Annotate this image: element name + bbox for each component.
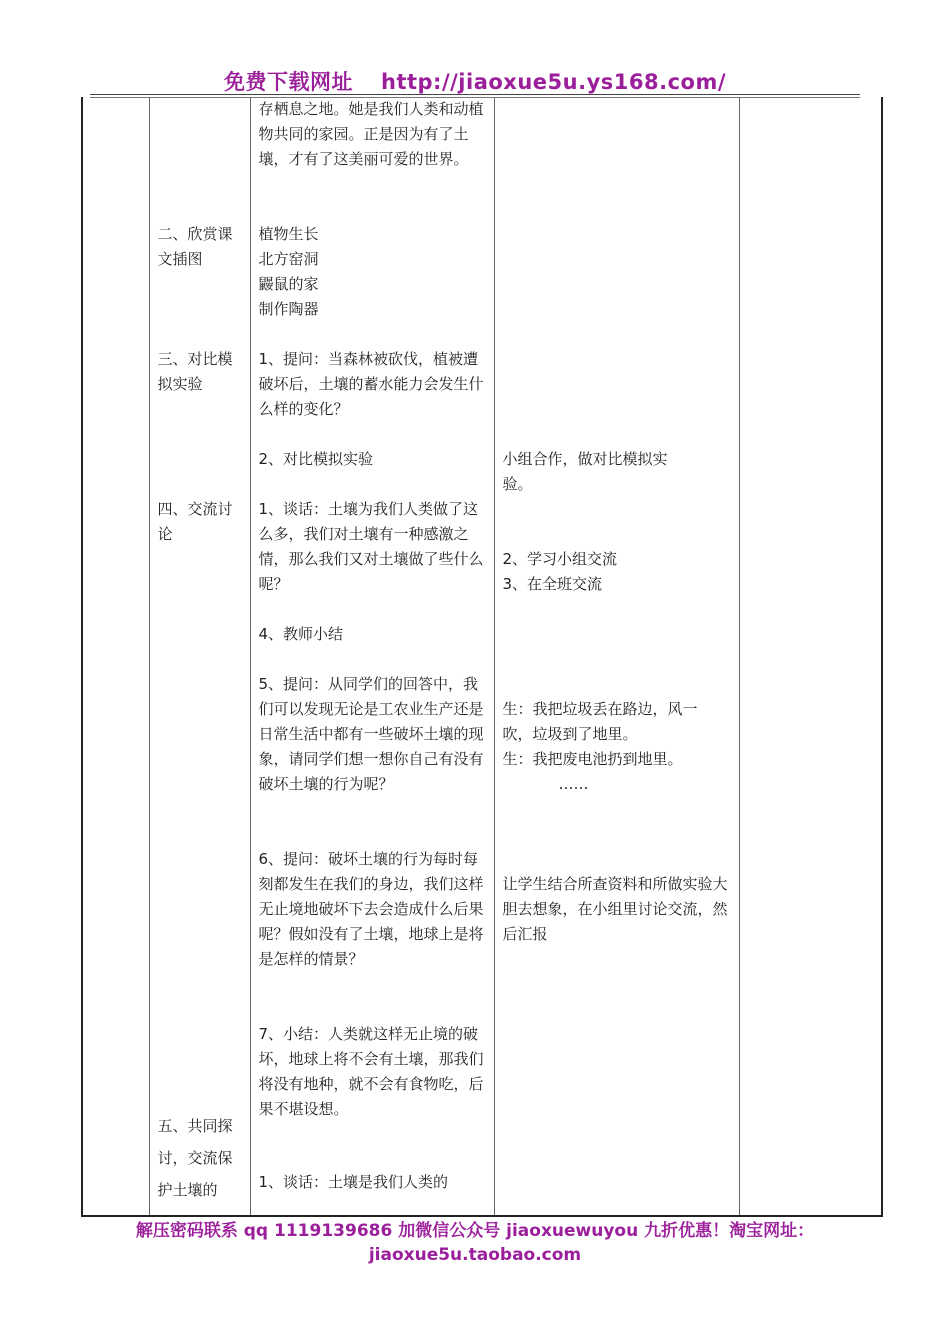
teacher-summary: 4、教师小结 [258,625,344,643]
header-rule [90,94,860,95]
student-answers: 生：我把垃圾丢在路边，风一吹，垃圾到了地里。 生：我把废电池扔到地里。 …… [502,700,698,793]
teacher-conclusion: 7、小结：人类就这样无止境的破坏，地球上将不会有土壤，那我们将没有地种，就不会有食物吃，后果不堪设想。 [258,1025,484,1118]
step-appreciate-illustrations: 二、欣赏课文插图 [157,225,233,268]
table-col-teacher-activity [250,97,494,1215]
teacher-talk-home: 1、谈话：土壤是我们人类的 [258,1173,449,1191]
table-col-steps [149,97,250,1215]
teacher-question-forest: 1、提问：当森林被砍伐，植被遭破坏后，土壤的蓄水能力会发生什么样的变化？ [258,350,484,418]
student-group-experiment: 小组合作，做对比模拟实验。 [502,450,668,493]
footer-banner [0,1219,950,1267]
teacher-text-intro: 存栖息之地。她是我们人类和动植物共同的家园。正是因为有了土壤，才有了这美丽可爱的世界。 [258,100,484,168]
footer-contact-line: 解压密码联系 qq 1119139686 加微信公众号 jiaoxuewuyou 九折优惠！淘宝网址： [135,1221,815,1241]
table-col-blank-left [82,97,149,1215]
step-protect-soil: 五、共同探讨，交流保护土壤的 [157,1117,233,1199]
teacher-question-consequence: 6、提问：破坏土壤的行为每时每刻都发生在我们的身边，我们这样无止境地破坏下去会造成什么后果呢？假如没有了土壤，地球上是将是怎样的情景？ [258,850,484,968]
teacher-question-behavior: 5、提问：从同学们的回答中，我们可以发现无论是工农业生产还是日常生活中都有一些破坏土壤的现象，请同学们想一想你自己有没有破坏土壤的行为呢？ [258,675,484,793]
step-discussion: 四、交流讨论 [157,500,233,543]
teacher-illustration-list: 植物生长 北方窑洞 鼹鼠的家 制作陶器 [258,225,319,318]
lesson-plan-table [81,97,883,1217]
header-banner [0,66,950,96]
student-exchange: 2、学习小组交流 3、在全班交流 [502,550,618,593]
header-label: 免费下载网址 [224,70,353,94]
table-col-student-activity [494,97,739,1215]
footer-shop-link[interactable]: jiaoxue5u.taobao.com [368,1245,582,1265]
teacher-experiment: 2、对比模拟实验 [258,450,374,468]
step-simulation-experiment: 三、对比模拟实验 [157,350,233,393]
table-col-blank-right [739,97,882,1215]
teacher-talk-gratitude: 1、谈话：土壤为我们人类做了这么多，我们对土壤有一种感激之情，那么我们又对土壤做了些什么呢？ [258,500,484,593]
header-url-link[interactable]: http://jiaoxue5u.ys168.com/ [381,70,726,94]
student-imagine-discuss: 让学生结合所查资料和所做实验大胆去想象，在小组里讨论交流，然后汇报 [502,875,728,943]
